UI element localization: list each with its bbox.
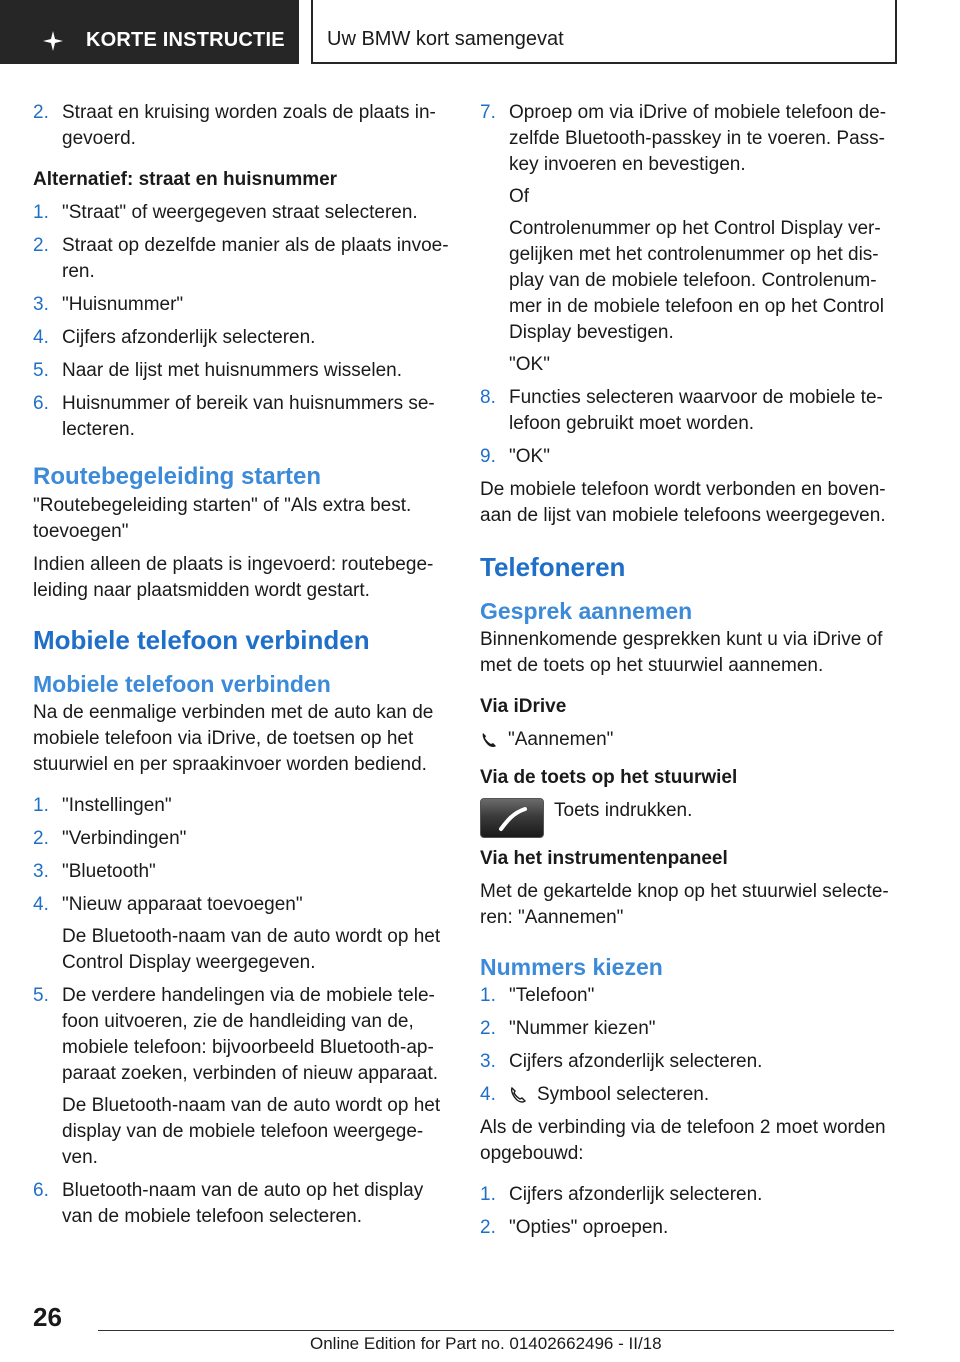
- list-text: Straat op dezelfde manier als de plaats invoe-ren.: [62, 235, 449, 282]
- paragraph: [480, 727, 900, 753]
- subheading-via-idrive: Via iDrive: [480, 696, 567, 717]
- list-text: Cijfers afzonderlijk selecteren.: [509, 1051, 763, 1072]
- page-header: [0, 0, 960, 66]
- list-item: [33, 358, 453, 384]
- list-number: 1.: [480, 985, 496, 1006]
- list-item: [33, 233, 453, 285]
- tab-bmw-kort[interactable]: [311, 0, 897, 64]
- footer-divider: [98, 1330, 894, 1331]
- page-number: 26: [33, 1302, 62, 1332]
- subheading-dial: Nummers kiezen: [480, 954, 663, 980]
- list-number: 7.: [480, 102, 496, 123]
- list-number: 2.: [33, 102, 49, 123]
- tab-label: Uw BMW kort samengevat: [327, 28, 564, 50]
- heading-phone-connect: Mobiele telefoon verbinden: [33, 625, 370, 655]
- subheading-via-wheel: Via de toets op het stuurwiel: [480, 767, 738, 788]
- list-dial-steps: [480, 983, 900, 1108]
- wheel-text: Toets indrukken.: [554, 800, 693, 821]
- list-item: [33, 325, 453, 351]
- list-text: "Verbindingen": [62, 828, 187, 849]
- wheel-button-row: [480, 798, 900, 836]
- list-number: 4.: [33, 327, 49, 348]
- list-number: 4.: [33, 894, 49, 915]
- tab-korte-instructie[interactable]: [0, 0, 299, 64]
- list-text: Oproep om via iDrive of mobiele telefoon de-zelfde Bluetooth-passkey in te voeren. Pass-key invoeren en bevestigen.: [509, 102, 887, 175]
- subheading-phone-connect: Mobiele telefoon verbinden: [33, 671, 331, 697]
- subheading-answer: Gesprek aannemen: [480, 598, 693, 624]
- list-number: 1.: [480, 1184, 496, 1205]
- list-item: [33, 100, 453, 152]
- list-text: Functies selecteren waarvoor de mobiele te-lefoon gebruikt moet worden.: [509, 387, 883, 434]
- list-number: 2.: [480, 1217, 496, 1238]
- list-item: [33, 793, 453, 819]
- list-item: [33, 200, 453, 226]
- paragraph: Als de verbinding via de telefoon 2 moet worden opgebouwd:: [480, 1117, 886, 1164]
- list-text: Naar de lijst met huisnummers wisselen.: [62, 360, 403, 381]
- list-number: 6.: [33, 393, 49, 414]
- paragraph: Met de gekartelde knop op het stuurwiel selecte-ren: "Aannemen": [480, 881, 889, 928]
- list-item: [33, 826, 453, 852]
- list-number: 1.: [33, 202, 49, 223]
- list-item: [33, 1178, 453, 1230]
- list-text: Bluetooth-naam van de auto op het display van de mobiele telefoon selecteren.: [62, 1180, 424, 1227]
- list-item: [33, 859, 453, 885]
- footer-edition: Online Edition for Part no. 01402662496 - II/18: [310, 1334, 662, 1353]
- list-connect-steps: [33, 793, 453, 1230]
- list-subtext: "OK": [509, 354, 550, 375]
- list-item: [480, 1049, 900, 1075]
- paragraph: Indien alleen de plaats is ingevoerd: routebege-leiding naar plaatsmidden wordt gestart.: [33, 554, 434, 601]
- list-item: [33, 391, 453, 443]
- heading-route-start: Routebegeleiding starten: [33, 463, 322, 490]
- list-text: "Instellingen": [62, 795, 172, 816]
- right-column: [480, 100, 900, 1248]
- list-text: Straat en kruising worden zoals de plaats in-gevoerd.: [62, 102, 436, 149]
- list-number: 8.: [480, 387, 496, 408]
- list-subtext: Controlenummer op het Control Display ver-gelijken met het controlenummer op het dis-play van de mobiele telefoon. Controlenum-mer in de mobiele telefoon en op het Control Display bevestigen.: [509, 218, 884, 343]
- paragraph: De mobiele telefoon wordt verbonden en boven-aan de lijst van mobiele telefoons weergegeven.: [480, 479, 886, 526]
- list-item: [33, 292, 453, 318]
- list-number: 6.: [33, 1180, 49, 1201]
- list-text: Cijfers afzonderlijk selecteren.: [509, 1184, 763, 1205]
- list-number: 3.: [33, 861, 49, 882]
- phone-icon: [480, 731, 498, 749]
- subheading-alt: Alternatief: straat en huisnummer: [33, 169, 338, 190]
- idrive-text: "Aannemen": [508, 729, 614, 750]
- list-text: "Nieuw apparaat toevoegen": [62, 894, 303, 915]
- list-text: "Nummer kiezen": [509, 1018, 656, 1039]
- list-text: "Bluetooth": [62, 861, 156, 882]
- list-text: "Straat" of weergegeven straat selecteren.: [62, 202, 418, 223]
- list-subtext: De Bluetooth-naam van de auto wordt op het display van de mobiele telefoon weergege-ven.: [62, 1095, 441, 1168]
- list-item: [480, 1215, 900, 1241]
- tab-label: KORTE INSTRUCTIE: [86, 29, 285, 51]
- list-text: Cijfers afzonderlijk selecteren.: [62, 327, 316, 348]
- left-column: [33, 100, 453, 1237]
- list-text: "Telefoon": [509, 985, 595, 1006]
- list-number: 3.: [33, 294, 49, 315]
- subheading-via-cluster: Via het instrumentenpaneel: [480, 848, 728, 869]
- list-number: 5.: [33, 360, 49, 381]
- list-item: [480, 1082, 900, 1108]
- list-number: 9.: [480, 446, 496, 467]
- heading-telefoneren: Telefoneren: [480, 552, 626, 582]
- list-subtext: Of: [509, 186, 530, 207]
- list-item: [480, 385, 900, 437]
- list-phone2-steps: [480, 1182, 900, 1241]
- list-number: 3.: [480, 1051, 496, 1072]
- steering-phone-button: [480, 798, 544, 838]
- list-number: 4.: [480, 1084, 496, 1105]
- list-item: [480, 1016, 900, 1042]
- list-item: [33, 892, 453, 976]
- star-icon: [42, 30, 64, 52]
- list-item: [480, 983, 900, 1009]
- list-street-intersection: [33, 100, 453, 152]
- list-number: 5.: [33, 985, 49, 1006]
- paragraph: Binnenkomende gesprekken kunt u via iDrive of met de toets op het stuurwiel aannemen.: [480, 629, 883, 676]
- list-item: [480, 100, 900, 378]
- list-text: "OK": [509, 446, 550, 467]
- list-connect-steps-cont: [480, 100, 900, 470]
- list-number: 1.: [33, 795, 49, 816]
- list-item: [480, 1182, 900, 1208]
- list-text: "Huisnummer": [62, 294, 184, 315]
- list-text: De verdere handelingen via de mobiele tele-foon uitvoeren, zie de handleiding van de, mobiele telefoon: bijvoorbeeld Bluetooth-ap-paraat zoeken, verbinden of nieuw apparaat.: [62, 985, 439, 1084]
- list-number: 2.: [33, 235, 49, 256]
- phone-icon: [509, 1086, 527, 1104]
- paragraph: "Routebegeleiding starten" of "Als extra best. toevoegen": [33, 495, 412, 542]
- list-item: [33, 983, 453, 1171]
- list-text: "Opties" oproepen.: [509, 1217, 669, 1238]
- paragraph: Na de eenmalige verbinden met de auto kan de mobiele telefoon via iDrive, de toetsen op het stuurwiel en per spraakinvoer worden bediend.: [33, 702, 434, 775]
- list-number: 2.: [480, 1018, 496, 1039]
- phone-handset-icon: [481, 799, 543, 837]
- list-text: Huisnummer of bereik van huisnummers se-lecteren.: [62, 393, 435, 440]
- list-text: Symbool selecteren.: [537, 1084, 710, 1105]
- list-street-number: [33, 200, 453, 443]
- list-item: [480, 444, 900, 470]
- list-subtext: De Bluetooth-naam van de auto wordt op het Control Display weergegeven.: [62, 926, 441, 973]
- list-number: 2.: [33, 828, 49, 849]
